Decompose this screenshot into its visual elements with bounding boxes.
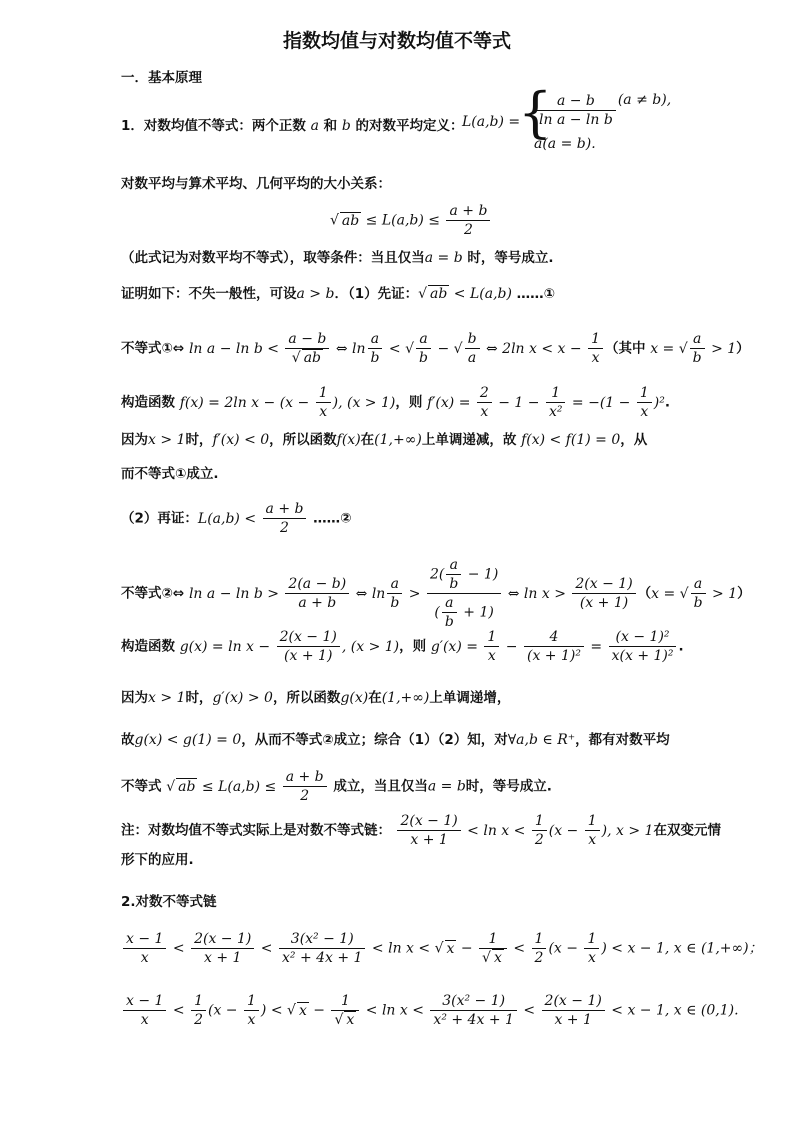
- inequality2-line: 不等式②⇔ ln a − ln b > $\frac{2(a - b)}{a + b}$ ⇔ ln $\frac{a}{b}$ > 2( $\frac{a}{b}$ − 1) ( $\frac{a}{b}$ + 1) ⇔ ln x > $\frac{2(x - 1)}{(x + 1)}$ （x = √ $\frac{a}{b}$ > 1）: [121, 557, 751, 630]
- inequality-chain-1: $\frac{x - 1}{x}$ < $\frac{2(x - 1)}{x + 1}$ < $\frac{\text{3(x² − 1)}}{\text{x² + 4x + 1}}$ < ln x < √ x − $\frac{1}{√ x}$ < $\frac{1}{2}$ (x − $\frac{1}{x}$ ) < x − 1, x ∈ (1,+∞)；: [121, 930, 763, 967]
- because-f: 因为x > 1时，f′(x) < 0，所以函数f(x)在(1,+∞)上单调递减，故 f(x) < f(1) = 0，从: [121, 432, 648, 448]
- item1-text: 1．对数均值不等式：两个正数 a 和 b 的对数平均定义：: [121, 118, 464, 134]
- relation-intro: 对数平均与算术平均、几何平均的大小关系：: [121, 176, 391, 192]
- conclusion-line2: 不等式 √ ab ≤ L(a,b) ≤ $\frac{a + b}{2}$ 成立，当且仅当a = b时，等号成立.: [121, 769, 552, 804]
- because-f2: 而不等式①成立.: [121, 466, 219, 482]
- proof-intro: 证明如下：不失一般性，可设a > b．（1）先证：√ ab < L(a,b) ……①: [121, 286, 556, 302]
- note-line2: 形下的应用.: [121, 852, 194, 868]
- inequality-chain-2: $\frac{x - 1}{x}$ < $\frac{1}{2}$ (x − $\frac{1}{x}$ ) < √ x − $\frac{1}{√ x}$ < ln x < $\frac{\text{3(x² − 1)}}{\text{x² + 4x + 1}}$ < $\frac{2(x - 1)}{x + 1}$ < x − 1, x ∈ (0,1).: [121, 992, 739, 1029]
- section-heading: 一．基本原理: [121, 70, 202, 86]
- document-title: 指数均值与对数均值不等式: [282, 30, 511, 52]
- remark-line: （此式记为对数平均不等式），取等条件：当且仅当a = b 时，等号成立.: [121, 250, 554, 266]
- conclusion-line1: 故g(x) < g(1) = 0，从而不等式②成立；综合（1）（2）知，对∀a,b ∈ R⁺，都有对数平均: [121, 732, 670, 748]
- note-line1: 注：对数均值不等式实际上是对数不等式链： $\frac{2(x - 1)}{x + 1}$ < ln x < $\frac{1}{2}$ (x − $\frac{1}{x}$ ), x > 1在双变元情: [121, 813, 721, 848]
- item1-label: 1．对数均值不等式：两个正数: [121, 118, 306, 134]
- inequality1-line: 不等式①⇔ ln a − ln b < $\frac{a - b}{√ ab}$ ⇔ ln $\frac{a}{b}$ < √ $\frac{a}{b}$ − √ $\frac{b}{a}$ ⇔ 2ln x < x − $\frac{1}{x}$ （其中 x = √ $\frac{a}{b}$ > 1）: [121, 331, 750, 366]
- construct-g: 构造函数 g(x) = ln x − $\frac{2(x - 1)}{(x + 1)}$ , (x > 1)，则 g′(x) = $\frac{1}{x}$ − $\frac{4}{\text{(x + 1)²}}$ = $\frac{\text{(x − 1)²}}{\text{x(x + 1)²}}$ .: [121, 629, 684, 664]
- construct-f: 构造函数 f(x) = 2ln x − (x − $\frac{1}{x}$ ), (x > 1)，则 f′(x) = $\frac{2}{x}$ − 1 − $\frac{1}{\text{x²}}$ = −(1 − $\frac{1}{x}$ )².: [121, 385, 670, 420]
- item2-heading: 2.对数不等式链: [121, 894, 217, 910]
- because-g: 因为x > 1时，g′(x) > 0，所以函数g(x)在(1,+∞)上单调递增，: [121, 690, 511, 706]
- document-page: 指数均值与对数均值不等式 一．基本原理 1．对数均值不等式：两个正数 a 和 b 的对数平均定义： L(a,b) = { $\frac{a - b}{\text{ln a − ln b}}$ (a ≠ b), a(a = b). 对数平均与算术平均、几何平均的大小关系： √ ab ≤ L(a,b) ≤ $\frac{a + b}{2}$ （此式记为对数平均不等式），取等条件：当且仅当a = b 时，等号成立. 证明如下：不失一般性，可设a > b．（1）先证：√ ab < L(a,b) ……① 不等式①⇔ ln a − ln b < $\frac{a - b}{√ ab}$ ⇔ ln $\frac{a}{b}$ < √ $\frac{a}{b}$ − √ $\frac{b}{a}$ ⇔ 2ln x < x − $\frac{1}{x}$ （其中 x = √ $\frac{a}{b}$ > 1） 构造函数 f(x) = 2ln x − (x − $\frac{1}{x}$ ), (x > 1)，则 f′(x) = $\frac{2}{x}$ − 1 − $\frac{1}{\text{x²}}$ = −(1 − $\frac{1}{x}$ )². 因为x > 1时，f′(x) < 0，所以函数f(x)在(1,+∞)上单调递减，故 f(x) < f(1) = 0，从 而不等式①成立. （2）再证：L(a,b) < $\frac{a + b}{2}$ ……② 不等式②⇔ ln a − ln b > $\frac{2(a - b)}{a + b}$ ⇔ ln $\frac{a}{b}$ > 2( $\frac{a}{b}$ − 1) ( $\frac{a}{b}$ + 1) ⇔ ln x > $\frac{2(x - 1)}{(x + 1)}$ （x = √ $\frac{a}{b}$ > 1） 构造函数 g(x) = ln x − $\frac{2(x - 1)}{(x + 1)}$ , (x > 1)，则 g′(x) = $\frac{1}{x}$ − $\frac{4}{\text{(x + 1)²}}$ = $\frac{\text{(x − 1)²}}{\text{x(x + 1)²}}$ . 因为x > 1时，g′(x) > 0，所以函数g(x)在(1,+∞)上单调递增， 故g(x) < g(1) = 0，从而不等式②成立；综合（1）（2）知，对∀a,b ∈ R⁺，都有对数平均 不等式 √ ab ≤ L(a,b) ≤ $\frac{a + b}{2}$ 成立，当且仅当a = b时，等号成立. 注：对数均值不等式实际上是对数不等式链： $\frac{2(x - 1)}{x + 1}$ < ln x < $\frac{1}{2}$ (x − $\frac{1}{x}$ ), x > 1在双变元情 形下的应用. 2.对数不等式链 $\frac{x - 1}{x}$ < $\frac{2(x - 1)}{x + 1}$ < $\frac{\text{3(x² − 1)}}{\text{x² + 4x + 1}}$ < ln x < √ x − $\frac{1}{√ x}$ < $\frac{1}{2}$ (x − $\frac{1}{x}$ ) < x − 1, x ∈ (1,+∞)； $\frac{x - 1}{x}$ < $\frac{1}{2}$ (x − $\frac{1}{x}$ ) < √ x − $\frac{1}{√ x}$ < ln x < $\frac{\text{3(x² − 1)}}{\text{x² + 4x + 1}}$ < $\frac{2(x - 1)}{x + 1}$ < x − 1, x ∈ (0,1).: [0, 0, 794, 1123]
- proof2-intro: （2）再证：L(a,b) < $\frac{a + b}{2}$ ……②: [121, 501, 352, 536]
- item1-mid: 的对数平均定义：: [355, 118, 464, 134]
